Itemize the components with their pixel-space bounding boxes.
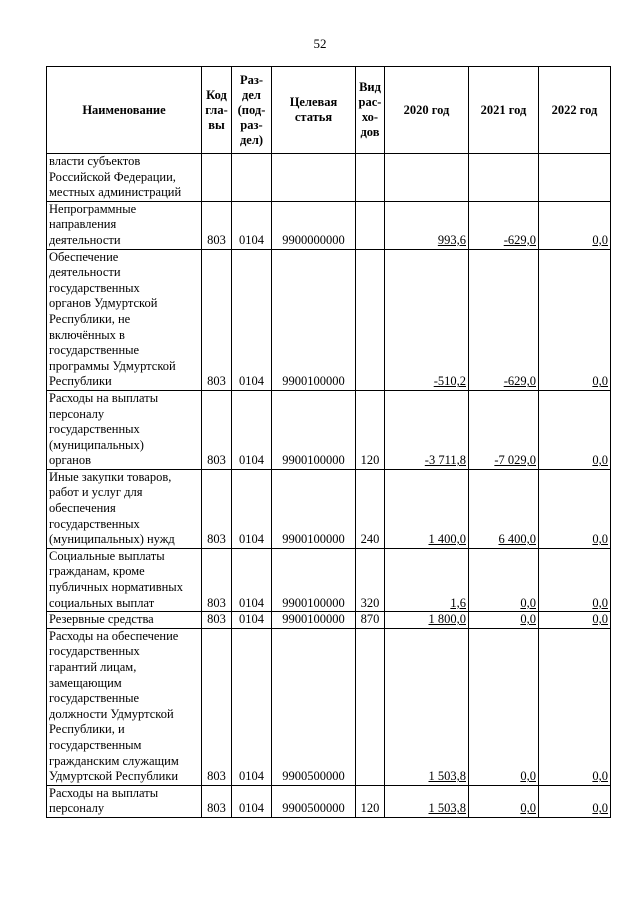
amount-value: 993,6: [437, 232, 466, 247]
row-exp-type: 240: [356, 469, 385, 548]
row-name: Резервные средства: [47, 612, 202, 629]
row-section: 0104: [232, 612, 272, 629]
row-2020: [385, 628, 469, 785]
row-section: 0104: [232, 469, 272, 548]
amount-value: 0,0: [592, 232, 608, 247]
header-row: [47, 67, 611, 154]
row-2021: [469, 785, 539, 817]
row-2021: [469, 201, 539, 249]
row-code: 803: [202, 249, 232, 390]
row-exp-type: 320: [356, 548, 385, 611]
amount-value: 0,0: [520, 595, 536, 610]
row-section: 0104: [232, 390, 272, 469]
row-target: [272, 154, 356, 202]
header-section: Раз- дел (под- раз- дел): [232, 67, 272, 154]
amount-value: 1,6: [450, 595, 466, 610]
row-2022: [539, 785, 611, 817]
amount-value: 0,0: [592, 595, 608, 610]
amount-value: 0,0: [592, 801, 608, 816]
row-2022: [539, 249, 611, 390]
row-code: 803: [202, 201, 232, 249]
row-section: 0104: [232, 201, 272, 249]
row-code: 803: [202, 785, 232, 817]
row-name: Расходы на обеспечение государственных гарантий лицам, замещающим государственные должности Удмуртской Республики, и государственным гражданским служащим Удмуртской Республики: [47, 628, 202, 785]
row-target: 9900500000: [272, 785, 356, 817]
row-target: 9900100000: [272, 469, 356, 548]
row-section: 0104: [232, 785, 272, 817]
row-exp-type: [356, 249, 385, 390]
table-row: [47, 154, 611, 202]
amount-value: 1 800,0: [428, 612, 466, 627]
row-2020: [385, 154, 469, 202]
row-name: Непрограммные направления деятельности: [47, 201, 202, 249]
amount-value: 0,0: [592, 374, 608, 389]
row-exp-type: 870: [356, 612, 385, 629]
table-row: [47, 785, 611, 817]
row-target: 9900100000: [272, 548, 356, 611]
row-exp-type: 120: [356, 390, 385, 469]
table-row: [47, 612, 611, 629]
amount-value: -510,2: [433, 374, 466, 389]
row-2021: [469, 154, 539, 202]
row-2020: [385, 390, 469, 469]
header-2022: 2022 год: [539, 67, 611, 154]
amount-value: -629,0: [503, 374, 536, 389]
row-2021: [469, 390, 539, 469]
row-target: 9900100000: [272, 612, 356, 629]
row-2020: [385, 201, 469, 249]
table-row: [47, 390, 611, 469]
amount-value: -3 711,8: [424, 453, 466, 468]
row-2021: [469, 628, 539, 785]
table-row: [47, 249, 611, 390]
amount-value: 1 503,8: [428, 769, 466, 784]
row-2020: [385, 469, 469, 548]
row-exp-type: [356, 201, 385, 249]
row-code: 803: [202, 628, 232, 785]
row-2022: [539, 154, 611, 202]
row-2020: [385, 548, 469, 611]
row-target: 9900100000: [272, 249, 356, 390]
amount-value: 1 400,0: [428, 532, 466, 547]
row-code: 803: [202, 469, 232, 548]
header-name: Наименование: [47, 67, 202, 154]
row-2022: [539, 612, 611, 629]
row-code: 803: [202, 390, 232, 469]
row-2022: [539, 548, 611, 611]
row-2021: [469, 249, 539, 390]
row-code: 803: [202, 612, 232, 629]
amount-value: 0,0: [592, 612, 608, 627]
row-2020: [385, 785, 469, 817]
row-section: [232, 154, 272, 202]
table-row: [47, 628, 611, 785]
amount-value: 6 400,0: [498, 532, 536, 547]
row-name: Расходы на выплаты персоналу: [47, 785, 202, 817]
row-section: 0104: [232, 628, 272, 785]
row-name: власти субъектов Российской Федерации, местных администраций: [47, 154, 202, 202]
row-2022: [539, 201, 611, 249]
row-name: Иные закупки товаров, работ и услуг для обеспечения государственных (муниципальных) нужд: [47, 469, 202, 548]
row-2020: [385, 249, 469, 390]
page-number: 52: [313, 36, 327, 51]
amount-value: 0,0: [592, 532, 608, 547]
amount-value: 0,0: [520, 769, 536, 784]
row-code: 803: [202, 548, 232, 611]
header-exp-type: Вид рас- хо- дов: [356, 67, 385, 154]
row-target: 9900000000: [272, 201, 356, 249]
row-target: 9900100000: [272, 390, 356, 469]
row-name: Расходы на выплаты персоналу государственных (муниципальных) органов: [47, 390, 202, 469]
header-2020: 2020 год: [385, 67, 469, 154]
row-2021: [469, 548, 539, 611]
row-2021: [469, 612, 539, 629]
header-code: Код гла- вы: [202, 67, 232, 154]
row-exp-type: 120: [356, 785, 385, 817]
row-target: 9900500000: [272, 628, 356, 785]
row-name: Обеспечение деятельности государственных органов Удмуртской Республики, не включённых в государственные программы Удмуртской Республики: [47, 249, 202, 390]
row-exp-type: [356, 628, 385, 785]
budget-table: [46, 66, 611, 818]
row-name: Социальные выплаты гражданам, кроме публичных нормативных социальных выплат: [47, 548, 202, 611]
table-row: [47, 469, 611, 548]
row-2022: [539, 390, 611, 469]
row-code: [202, 154, 232, 202]
table-row: [47, 201, 611, 249]
amount-value: 0,0: [592, 453, 608, 468]
row-2021: [469, 469, 539, 548]
row-section: 0104: [232, 249, 272, 390]
header-2021: 2021 год: [469, 67, 539, 154]
row-exp-type: [356, 154, 385, 202]
amount-value: -629,0: [503, 232, 536, 247]
row-2020: [385, 612, 469, 629]
header-target: Целевая статья: [272, 67, 356, 154]
amount-value: 0,0: [520, 801, 536, 816]
table-row: [47, 548, 611, 611]
amount-value: 0,0: [520, 612, 536, 627]
amount-value: -7 029,0: [494, 453, 536, 468]
amount-value: 1 503,8: [428, 801, 466, 816]
amount-value: 0,0: [592, 769, 608, 784]
row-section: 0104: [232, 548, 272, 611]
row-2022: [539, 469, 611, 548]
row-2022: [539, 628, 611, 785]
